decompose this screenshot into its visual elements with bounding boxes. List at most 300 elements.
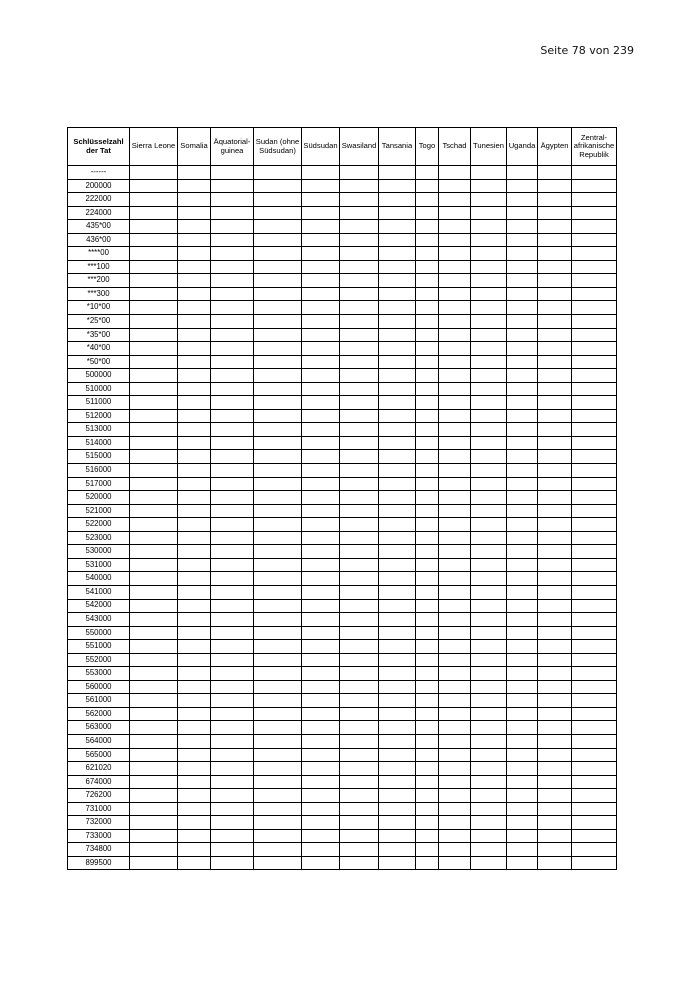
table-cell <box>507 464 538 478</box>
table-cell <box>340 274 379 288</box>
table-cell <box>572 734 617 748</box>
table-cell <box>572 694 617 708</box>
table-cell <box>302 707 340 721</box>
table-cell <box>439 613 471 627</box>
table-cell <box>211 206 254 220</box>
table-cell <box>538 491 572 505</box>
row-key-cell: 517000 <box>68 477 130 491</box>
table-cell <box>178 775 211 789</box>
table-cell <box>507 640 538 654</box>
table-cell <box>439 762 471 776</box>
table-cell <box>379 423 416 437</box>
table-cell <box>439 585 471 599</box>
row-key-cell: 520000 <box>68 491 130 505</box>
table-cell <box>211 775 254 789</box>
table-cell <box>507 613 538 627</box>
table-cell <box>178 166 211 180</box>
table-cell <box>178 748 211 762</box>
table-cell <box>416 653 439 667</box>
row-key-cell: 732000 <box>68 816 130 830</box>
table-row <box>68 558 617 572</box>
table-cell <box>340 355 379 369</box>
table-cell <box>254 585 302 599</box>
table-row <box>68 531 617 545</box>
table-cell <box>254 315 302 329</box>
table-cell <box>471 829 507 843</box>
table-cell <box>416 220 439 234</box>
table-cell <box>572 287 617 301</box>
table-cell <box>471 775 507 789</box>
table-cell <box>471 843 507 857</box>
table-cell <box>340 829 379 843</box>
table-row <box>68 206 617 220</box>
crime-statistics-table <box>67 127 617 870</box>
table-body <box>68 166 617 870</box>
table-cell <box>130 640 178 654</box>
table-row <box>68 464 617 478</box>
table-cell <box>340 599 379 613</box>
table-cell <box>538 382 572 396</box>
table-cell <box>439 260 471 274</box>
table-cell <box>379 640 416 654</box>
table-cell <box>130 342 178 356</box>
table-cell <box>340 653 379 667</box>
table-cell <box>471 301 507 315</box>
table-row <box>68 626 617 640</box>
table-cell <box>572 220 617 234</box>
table-cell <box>211 518 254 532</box>
table-cell <box>538 613 572 627</box>
table-cell <box>538 789 572 803</box>
row-key-cell: 561000 <box>68 694 130 708</box>
table-cell <box>340 734 379 748</box>
table-cell <box>178 464 211 478</box>
table-cell <box>471 464 507 478</box>
table-cell <box>254 328 302 342</box>
table-cell <box>211 328 254 342</box>
table-cell <box>416 707 439 721</box>
table-cell <box>439 734 471 748</box>
table-cell <box>211 789 254 803</box>
table-cell <box>302 545 340 559</box>
table-cell <box>211 653 254 667</box>
table-cell <box>340 843 379 857</box>
table-cell <box>340 396 379 410</box>
table-cell <box>507 206 538 220</box>
page-number: Seite 78 von 239 <box>540 44 634 57</box>
table-cell <box>416 545 439 559</box>
table-cell <box>538 640 572 654</box>
table-cell <box>507 816 538 830</box>
table-cell <box>340 179 379 193</box>
table-cell <box>211 193 254 207</box>
table-cell <box>471 816 507 830</box>
table-cell <box>507 328 538 342</box>
table-cell <box>379 260 416 274</box>
table-cell <box>572 423 617 437</box>
table-cell <box>254 491 302 505</box>
table-cell <box>439 328 471 342</box>
column-header-country: Uganda <box>507 128 538 166</box>
table-cell <box>254 518 302 532</box>
row-key-cell: 513000 <box>68 423 130 437</box>
table-row <box>68 315 617 329</box>
table-cell <box>572 667 617 681</box>
table-cell <box>538 409 572 423</box>
table-cell <box>254 233 302 247</box>
table-cell <box>254 260 302 274</box>
table-cell <box>538 179 572 193</box>
table-cell <box>178 829 211 843</box>
table-row <box>68 640 617 654</box>
table-cell <box>178 572 211 586</box>
table-cell <box>538 762 572 776</box>
table-cell <box>340 342 379 356</box>
table-cell <box>439 599 471 613</box>
table-cell <box>507 694 538 708</box>
column-header-country: Tunesien <box>471 128 507 166</box>
row-key-cell: 733000 <box>68 829 130 843</box>
table-cell <box>538 301 572 315</box>
table-cell <box>130 504 178 518</box>
table-row <box>68 450 617 464</box>
table-cell <box>178 667 211 681</box>
table-row <box>68 694 617 708</box>
table-cell <box>507 315 538 329</box>
table-cell <box>130 464 178 478</box>
table-cell <box>538 531 572 545</box>
table-cell <box>130 558 178 572</box>
table-cell <box>211 233 254 247</box>
table-cell <box>254 856 302 870</box>
table-cell <box>254 287 302 301</box>
table-cell <box>379 301 416 315</box>
table-cell <box>507 585 538 599</box>
table-cell <box>379 518 416 532</box>
table-cell <box>572 829 617 843</box>
table-cell <box>538 545 572 559</box>
table-cell <box>254 301 302 315</box>
table-cell <box>254 572 302 586</box>
table-cell <box>211 707 254 721</box>
table-cell <box>471 802 507 816</box>
table-cell <box>302 843 340 857</box>
table-cell <box>379 477 416 491</box>
table-cell <box>178 206 211 220</box>
table-cell <box>507 409 538 423</box>
table-cell <box>379 545 416 559</box>
table-cell <box>471 342 507 356</box>
table-cell <box>538 247 572 261</box>
table-row <box>68 166 617 180</box>
table-cell <box>538 599 572 613</box>
table-cell <box>178 233 211 247</box>
table-cell <box>416 301 439 315</box>
table-cell <box>507 342 538 356</box>
table-cell <box>379 220 416 234</box>
table-cell <box>379 829 416 843</box>
table-cell <box>572 355 617 369</box>
table-cell <box>302 558 340 572</box>
table-cell <box>471 667 507 681</box>
table-cell <box>507 572 538 586</box>
row-key-cell: 541000 <box>68 585 130 599</box>
table-cell <box>471 369 507 383</box>
table-row <box>68 409 617 423</box>
table-cell <box>178 193 211 207</box>
table-cell <box>178 694 211 708</box>
column-header-key: Schlüsselzahl der Tat <box>68 128 130 166</box>
table-cell <box>379 450 416 464</box>
table-cell <box>379 680 416 694</box>
column-header-country: Zentral-afrikanische Republik <box>572 128 617 166</box>
table-cell <box>572 613 617 627</box>
row-key-cell: 200000 <box>68 179 130 193</box>
table-cell <box>211 545 254 559</box>
table-cell <box>340 436 379 450</box>
table-cell <box>471 355 507 369</box>
table-cell <box>340 315 379 329</box>
table-cell <box>538 721 572 735</box>
table-cell <box>538 856 572 870</box>
table-cell <box>538 287 572 301</box>
table-cell <box>254 464 302 478</box>
table-cell <box>379 775 416 789</box>
table-cell <box>211 572 254 586</box>
table-cell <box>439 667 471 681</box>
column-header-country: Swasiland <box>340 128 379 166</box>
table-cell <box>471 545 507 559</box>
table-cell <box>211 531 254 545</box>
table-cell <box>211 626 254 640</box>
table-cell <box>572 789 617 803</box>
table-cell <box>439 206 471 220</box>
table-cell <box>572 707 617 721</box>
table-cell <box>507 707 538 721</box>
table-cell <box>130 856 178 870</box>
table-cell <box>572 762 617 776</box>
table-cell <box>178 328 211 342</box>
table-cell <box>379 504 416 518</box>
table-cell <box>130 613 178 627</box>
table-cell <box>572 166 617 180</box>
table-row <box>68 856 617 870</box>
table-cell <box>379 843 416 857</box>
table-cell <box>507 531 538 545</box>
table-cell <box>178 274 211 288</box>
table-row <box>68 545 617 559</box>
table-cell <box>254 247 302 261</box>
table-cell <box>507 423 538 437</box>
table-cell <box>302 856 340 870</box>
table-cell <box>439 491 471 505</box>
table-cell <box>416 626 439 640</box>
row-key-cell: 564000 <box>68 734 130 748</box>
table-cell <box>302 640 340 654</box>
table-cell <box>507 369 538 383</box>
table-cell <box>379 369 416 383</box>
table-cell <box>538 694 572 708</box>
table-cell <box>439 355 471 369</box>
table-cell <box>439 558 471 572</box>
table-cell <box>572 464 617 478</box>
row-key-cell: 550000 <box>68 626 130 640</box>
table-cell <box>439 233 471 247</box>
table-cell <box>254 748 302 762</box>
table-cell <box>130 843 178 857</box>
table-cell <box>538 328 572 342</box>
table-cell <box>379 626 416 640</box>
table-cell <box>507 545 538 559</box>
column-header-country: Sierra Leone <box>130 128 178 166</box>
table-cell <box>178 558 211 572</box>
table-cell <box>254 558 302 572</box>
table-cell <box>130 599 178 613</box>
table-cell <box>416 287 439 301</box>
table-cell <box>254 734 302 748</box>
table-cell <box>507 775 538 789</box>
table-cell <box>178 721 211 735</box>
table-cell <box>507 274 538 288</box>
table-cell <box>507 477 538 491</box>
table-cell <box>211 287 254 301</box>
table-cell <box>471 856 507 870</box>
table-cell <box>471 640 507 654</box>
table-cell <box>507 856 538 870</box>
table-cell <box>572 816 617 830</box>
table-cell <box>178 179 211 193</box>
table-cell <box>178 816 211 830</box>
table-cell <box>379 558 416 572</box>
table-cell <box>538 342 572 356</box>
table-cell <box>130 789 178 803</box>
table-cell <box>340 233 379 247</box>
table-cell <box>439 518 471 532</box>
table-cell <box>538 423 572 437</box>
table-cell <box>572 653 617 667</box>
table-cell <box>471 382 507 396</box>
table-row <box>68 762 617 776</box>
table-cell <box>130 247 178 261</box>
table-row <box>68 518 617 532</box>
table-cell <box>439 843 471 857</box>
row-key-cell: 435*00 <box>68 220 130 234</box>
table-cell <box>471 477 507 491</box>
table-cell <box>471 653 507 667</box>
row-key-cell: 734800 <box>68 843 130 857</box>
table-cell <box>471 721 507 735</box>
table-cell <box>538 626 572 640</box>
table-cell <box>572 328 617 342</box>
table-cell <box>439 193 471 207</box>
table-cell <box>178 423 211 437</box>
table-cell <box>211 734 254 748</box>
table-cell <box>416 572 439 586</box>
table-cell <box>254 640 302 654</box>
row-key-cell: 674000 <box>68 775 130 789</box>
table-cell <box>130 572 178 586</box>
table-cell <box>439 369 471 383</box>
table-cell <box>254 504 302 518</box>
table-cell <box>211 315 254 329</box>
table-cell <box>416 762 439 776</box>
table-cell <box>507 179 538 193</box>
table-cell <box>130 193 178 207</box>
table-cell <box>302 179 340 193</box>
table-cell <box>471 789 507 803</box>
table-cell <box>439 220 471 234</box>
table-cell <box>416 342 439 356</box>
table-cell <box>379 233 416 247</box>
column-header-country: Äquatorial-guinea <box>211 128 254 166</box>
table-cell <box>211 856 254 870</box>
table-cell <box>254 355 302 369</box>
table-cell <box>178 707 211 721</box>
table-cell <box>340 789 379 803</box>
table-cell <box>379 653 416 667</box>
row-key-cell: 512000 <box>68 409 130 423</box>
table-cell <box>416 260 439 274</box>
table-cell <box>471 762 507 776</box>
table-cell <box>178 369 211 383</box>
table-cell <box>130 748 178 762</box>
table-cell <box>471 260 507 274</box>
table-cell <box>416 206 439 220</box>
table-cell <box>507 396 538 410</box>
table-cell <box>507 504 538 518</box>
row-key-cell: 511000 <box>68 396 130 410</box>
table-cell <box>507 301 538 315</box>
table-row <box>68 667 617 681</box>
table-cell <box>507 680 538 694</box>
table-cell <box>211 382 254 396</box>
table-cell <box>572 802 617 816</box>
table-row <box>68 260 617 274</box>
table-row <box>68 802 617 816</box>
table-cell <box>302 274 340 288</box>
table-cell <box>340 369 379 383</box>
table-cell <box>211 816 254 830</box>
table-cell <box>416 748 439 762</box>
table-cell <box>471 220 507 234</box>
table-cell <box>302 436 340 450</box>
table-cell <box>340 667 379 681</box>
table-cell <box>302 775 340 789</box>
table-cell <box>130 369 178 383</box>
table-cell <box>211 613 254 627</box>
table-cell <box>340 206 379 220</box>
table-cell <box>302 667 340 681</box>
table-cell <box>471 707 507 721</box>
table-cell <box>254 802 302 816</box>
table-cell <box>211 829 254 843</box>
table-cell <box>538 274 572 288</box>
table-row <box>68 220 617 234</box>
table-cell <box>538 504 572 518</box>
table-cell <box>471 585 507 599</box>
table-cell <box>416 193 439 207</box>
table-cell <box>340 721 379 735</box>
table-cell <box>130 829 178 843</box>
table-cell <box>439 802 471 816</box>
table-cell <box>340 585 379 599</box>
table-cell <box>379 531 416 545</box>
row-key-cell: ***300 <box>68 287 130 301</box>
table-cell <box>538 450 572 464</box>
table-cell <box>302 762 340 776</box>
table-cell <box>538 355 572 369</box>
table-cell <box>302 301 340 315</box>
